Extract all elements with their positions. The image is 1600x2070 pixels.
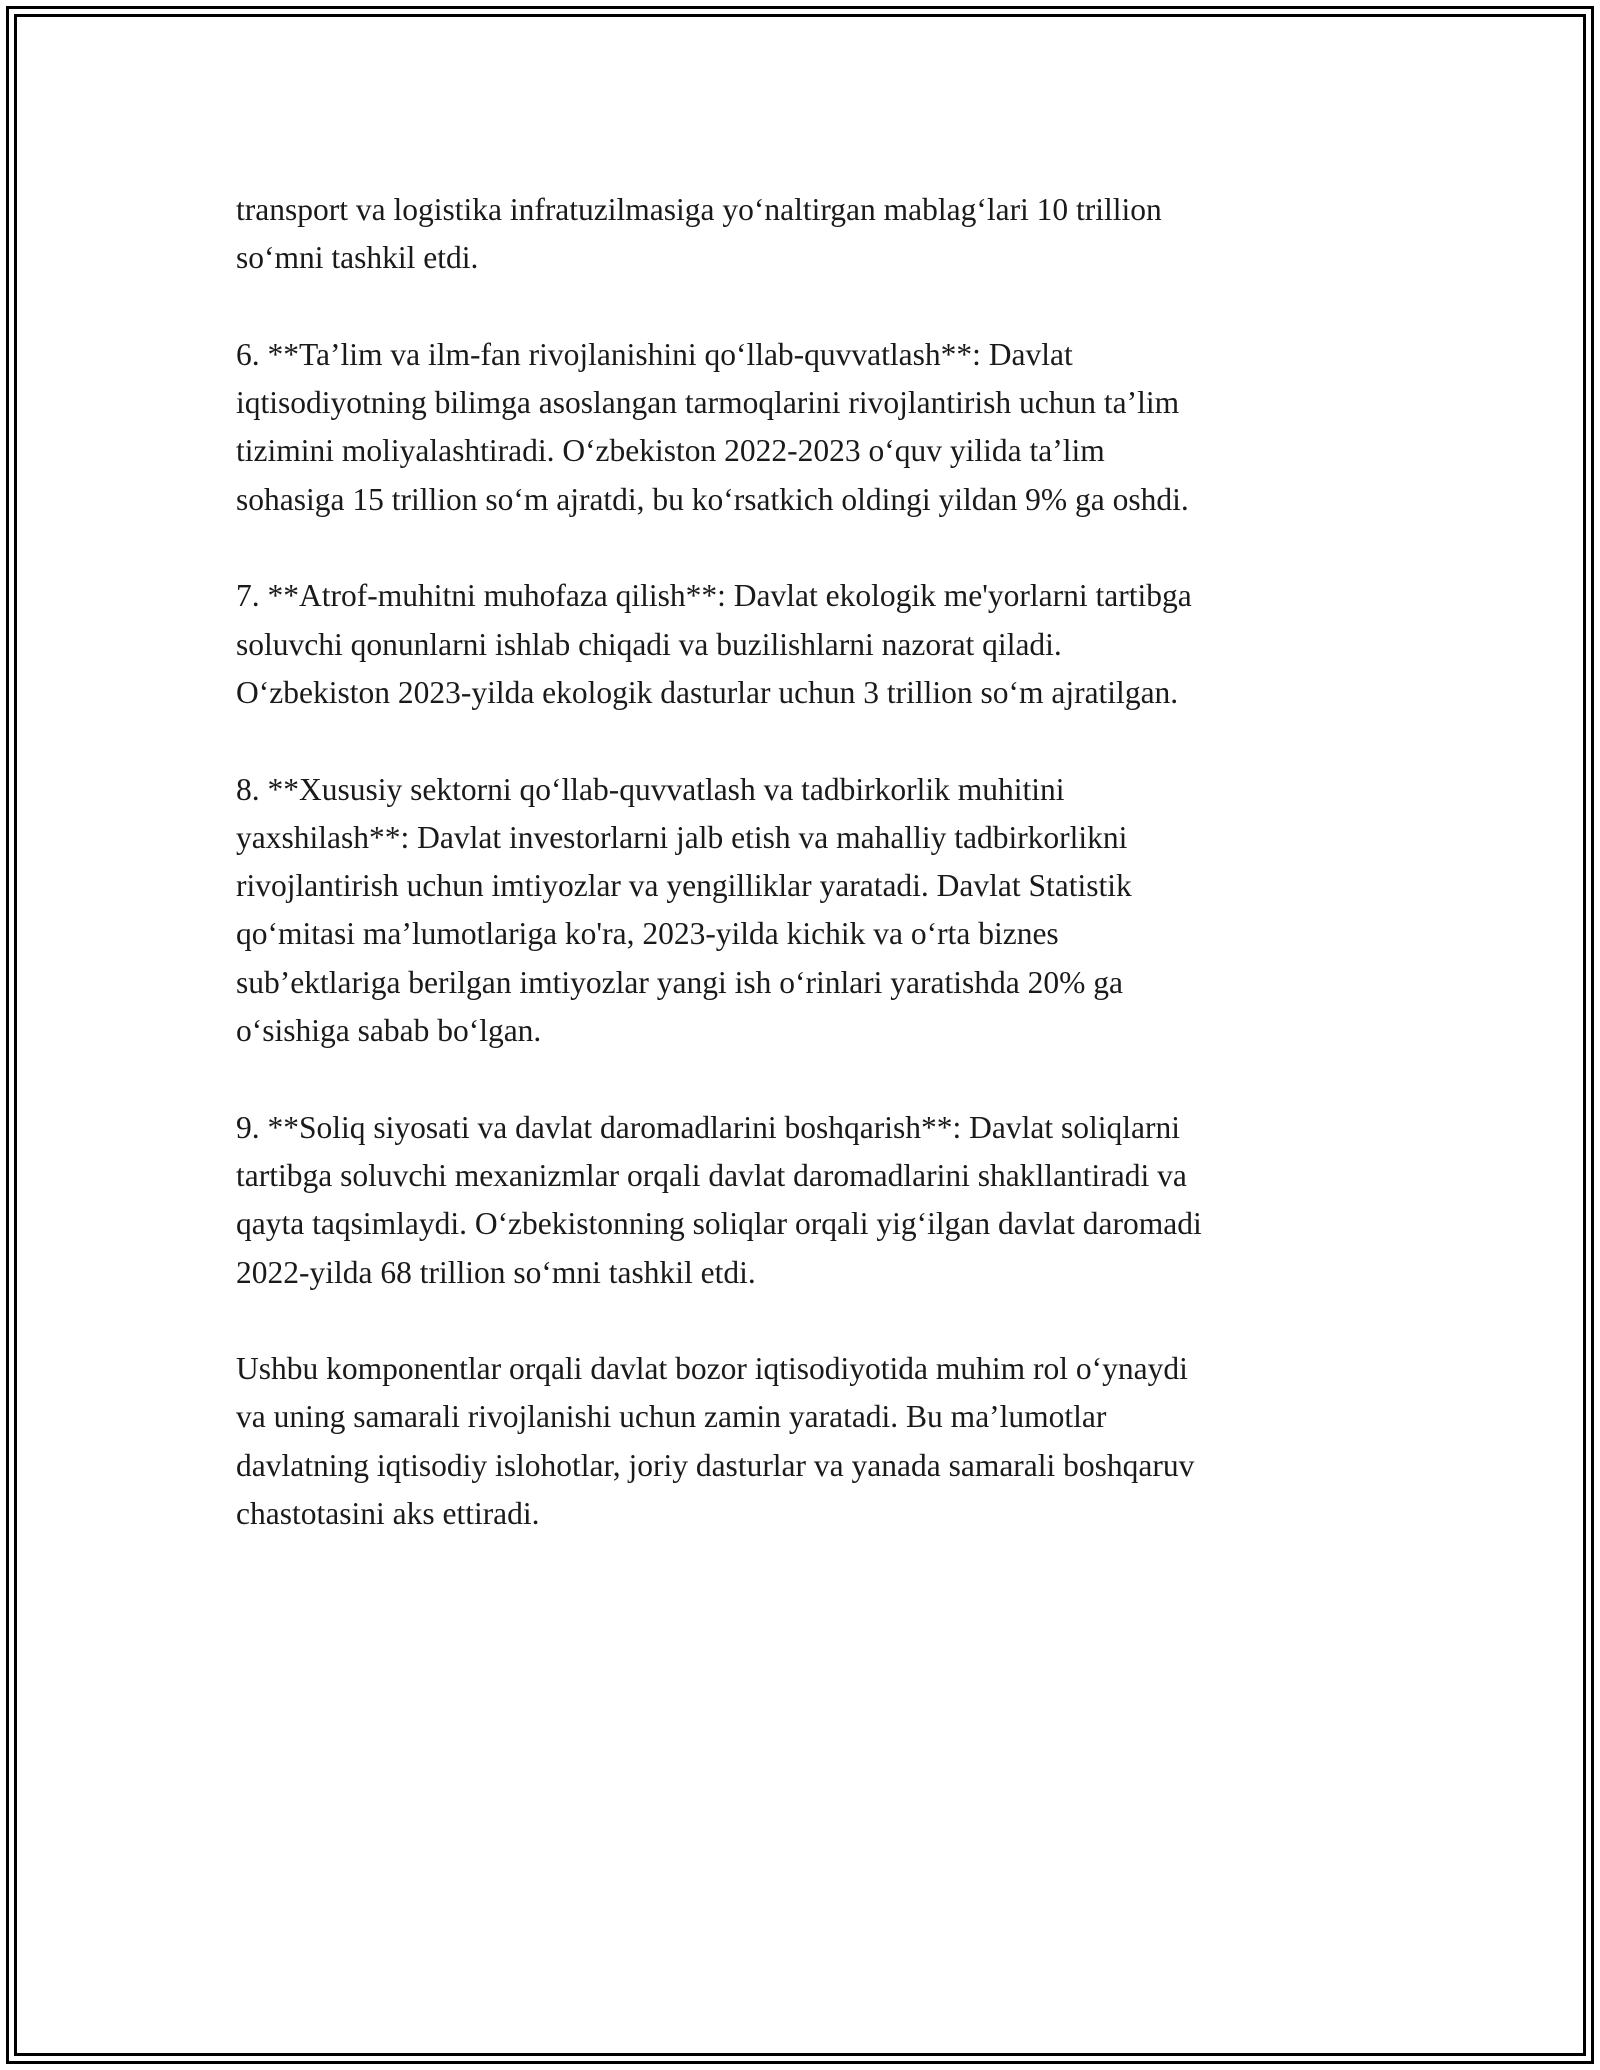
text-line: chastotasini aks ettiradi. [236, 1496, 540, 1532]
text-line: 7. **Atrof-muhitni muhofaza qilish**: Davlat ekologik me'yorlarni tartibga [236, 578, 1192, 614]
text-line: O‘zbekiston 2023-yilda ekologik dasturlar uchun 3 trillion so‘m ajratilgan. [236, 674, 1179, 710]
text-line: Ushbu komponentlar orqali davlat bozor iqtisodiyotida muhim rol o‘ynaydi [236, 1351, 1188, 1387]
text-line: soluvchi qonunlarni ishlab chiqadi va buzilishlarni nazorat qiladi. [236, 626, 1062, 662]
text-line: 2022-yilda 68 trillion so‘mni tashkil etdi. [236, 1254, 756, 1290]
paragraph-item-6 [236, 331, 1366, 524]
text-line: sohasiga 15 trillion so‘m ajratdi, bu ko‘rsatkich oldingi yildan 9% ga oshdi. [236, 481, 1189, 517]
document-body [236, 186, 1366, 1538]
text-line: so‘mni tashkil etdi. [236, 240, 479, 276]
text-line: davlatning iqtisodiy islohotlar, joriy dasturlar va yanada samarali boshqaruv [236, 1447, 1195, 1483]
paragraph-item-7 [236, 572, 1366, 717]
paragraph-item-9 [236, 1104, 1366, 1297]
text-line: qo‘mitasi ma’lumotlariga ko'ra, 2023-yilda kichik va o‘rta biznes [236, 916, 1059, 952]
text-line: rivojlantirish uchun imtiyozlar va yengilliklar yaratadi. Davlat Statistik [236, 868, 1132, 904]
text-line: 6. **Ta’lim va ilm-fan rivojlanishini qo‘llab-quvvatlash**: Davlat [236, 336, 1073, 372]
text-line: tizimini moliyalashtiradi. O‘zbekiston 2022-2023 o‘quv yilida ta’lim [236, 433, 1105, 469]
text-line: iqtisodiyotning bilimga asoslangan tarmoqlarini rivojlantirish uchun ta’lim [236, 385, 1180, 421]
text-line: yaxshilash**: Davlat investorlarni jalb etish va mahalliy tadbirkorlikni [236, 819, 1128, 855]
text-line: qayta taqsimlaydi. O‘zbekistonning soliqlar orqali yig‘ilgan davlat daromadi [236, 1206, 1202, 1242]
text-line: 9. **Soliq siyosati va davlat daromadlarini boshqarish**: Davlat soliqlarni [236, 1109, 1180, 1145]
text-line: 8. **Xususiy sektorni qo‘llab-quvvatlash va tadbirkorlik muhitini [236, 771, 1065, 807]
text-line: o‘sishiga sabab bo‘lgan. [236, 1013, 542, 1049]
text-line: tartibga soluvchi mexanizmlar orqali davlat daromadlarini shakllantiradi va [236, 1157, 1187, 1193]
paragraph-continuation [236, 186, 1366, 283]
paragraph-item-8 [236, 766, 1366, 1056]
text-line: va uning samarali rivojlanishi uchun zamin yaratadi. Bu ma’lumotlar [236, 1399, 1107, 1435]
text-line: sub’ektlariga berilgan imtiyozlar yangi ish o‘rinlari yaratishda 20% ga [236, 964, 1123, 1000]
paragraph-conclusion [236, 1345, 1366, 1538]
text-line: transport va logistika infratuzilmasiga yo‘naltirgan mablag‘lari 10 trillion [236, 192, 1162, 227]
